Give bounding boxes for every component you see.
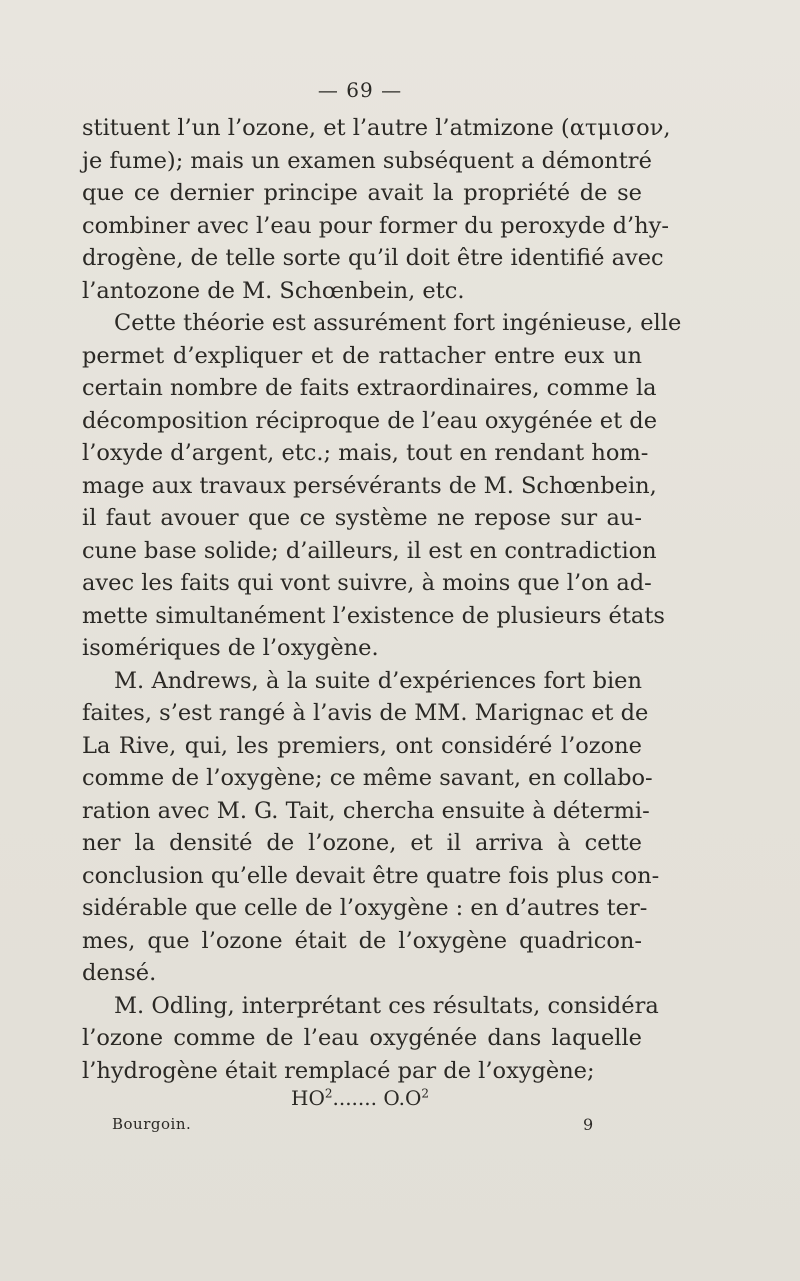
text-line: mette simultanément l’existence de plusieurs états bbox=[82, 602, 665, 629]
formula-left-exponent: 2 bbox=[324, 1086, 333, 1101]
chemical-formula bbox=[0, 1086, 720, 1110]
text-line: stituent l’un l’ozone, et l’autre l’atmizone (ατμισον, bbox=[82, 115, 671, 141]
paragraph-3 bbox=[82, 665, 660, 990]
page-number: — 69 — bbox=[317, 78, 403, 102]
text-line: faites, s’est rangé à l’avis de MM. Marignac et de bbox=[82, 700, 649, 726]
body-text bbox=[82, 112, 682, 1087]
text-line: certain nombre de faits extraordinaires, comme la bbox=[82, 375, 657, 401]
text-line: M. Odling, interprétant ces résultats, considéra bbox=[114, 992, 659, 1019]
text-line: l’hydrogène était remplacé par de l’oxygène; bbox=[82, 1057, 595, 1084]
paragraph-1 bbox=[82, 112, 671, 307]
text-line: Cette théorie est assurément fort ingénieuse, elle bbox=[114, 310, 682, 336]
text-line: cune base solide; d’ailleurs, il est en contradiction bbox=[82, 537, 657, 564]
text-line: que ce dernier principe avait la propriété de se bbox=[82, 180, 642, 206]
text-line: M. Andrews, à la suite d’expériences fort bien bbox=[114, 667, 642, 694]
text-line: il faut avouer que ce système ne repose sur au- bbox=[82, 505, 642, 531]
text-line: comme de l’oxygène; ce même savant, en collabo- bbox=[82, 765, 653, 791]
text-line: ner la densité de l’ozone, et il arriva à cette bbox=[82, 830, 642, 856]
text-line: sidérable que celle de l’oxygène : en d’autres ter- bbox=[82, 895, 648, 921]
paragraph-4 bbox=[82, 990, 659, 1088]
formula-left: HO bbox=[291, 1086, 325, 1110]
paragraph-2 bbox=[82, 307, 682, 665]
text-line: conclusion qu’elle devait être quatre fois plus con- bbox=[82, 862, 660, 889]
sheet-number: 9 bbox=[583, 1115, 594, 1134]
text-line: mage aux travaux persévérants de M. Schœnbein, bbox=[82, 472, 657, 499]
formula-dots: ....... bbox=[332, 1086, 377, 1110]
formula-right-exponent: 2 bbox=[421, 1086, 429, 1101]
text-line: je fume); mais un examen subséquent a démontré bbox=[82, 147, 652, 174]
text-line: décomposition réciproque de l’eau oxygénée et de bbox=[82, 407, 658, 434]
text-line: La Rive, qui, les premiers, ont considéré l’ozone bbox=[82, 732, 642, 759]
formula-right: O.O bbox=[383, 1086, 422, 1110]
text-line: mes, que l’ozone était de l’oxygène quadricon- bbox=[82, 927, 642, 954]
text-line: permet d’expliquer et de rattacher entre eux un bbox=[82, 342, 642, 369]
text-line: ration avec M. G. Tait, chercha ensuite à détermi- bbox=[82, 797, 650, 824]
text-line: combiner avec l’eau pour former du peroxyde d’hy- bbox=[82, 212, 669, 239]
text-line: isomériques de l’oxygène. bbox=[82, 635, 379, 661]
text-line: l’ozone comme de l’eau oxygénée dans laquelle bbox=[82, 1025, 642, 1051]
text-line: avec les faits qui vont suivre, à moins que l’on ad- bbox=[82, 570, 652, 596]
text-line: l’antozone de M. Schœnbein, etc. bbox=[82, 277, 465, 304]
text-line: densé. bbox=[82, 960, 157, 986]
text-line: drogène, de telle sorte qu’il doit être identifié avec bbox=[82, 245, 664, 271]
printer-signature: Bourgoin. bbox=[112, 1115, 192, 1133]
text-line: l’oxyde d’argent, etc.; mais, tout en rendant hom- bbox=[82, 440, 649, 466]
